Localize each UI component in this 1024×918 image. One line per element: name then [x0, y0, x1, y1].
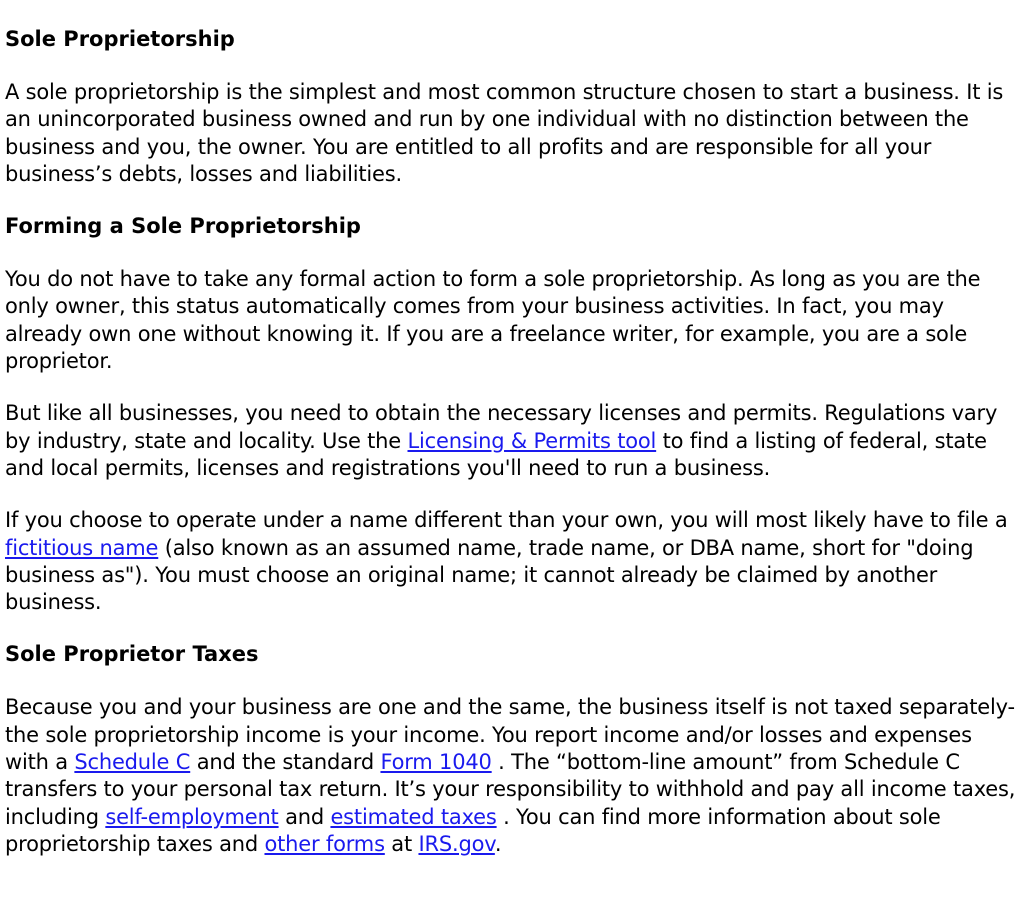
text-span: at	[384, 831, 419, 856]
other-forms-link[interactable]: other forms	[264, 831, 385, 856]
text-span: If you choose to operate under a name different than your own, you will most likely have to file a	[5, 508, 1008, 533]
paragraph-taxes	[5, 694, 1016, 858]
heading-sole-proprietorship: Sole Proprietorship	[5, 27, 235, 51]
licensing-permits-tool-link[interactable]: Licensing & Permits tool	[407, 428, 657, 453]
paragraph-forming-no-formal-action: You do not have to take any formal action to form a sole proprietorship. As long as you are the only owner, this status automatically comes from your business activities. In fact, you may already own one without knowing it. If you are a freelance writer, for example, you are a sole proprietor.	[5, 267, 981, 374]
schedule-c-link[interactable]: Schedule C	[74, 750, 191, 775]
form-1040-link[interactable]: Form 1040	[380, 750, 492, 775]
text-span: But like all businesses, you need to obtain the necessary licenses and permits. Regulations vary by industry, state and locality. Use the	[5, 401, 998, 453]
text-span: Because you and your business are one and the same, the business itself is not taxed separately-the sole proprietorship income is your income. You report income and/or losses and expenses with a	[5, 695, 1015, 775]
text-span: and	[278, 804, 331, 829]
text-span: to find a listing of federal, state and local permits, licenses and registrations you'll need to run a business.	[5, 428, 987, 480]
text-span: . The “bottom-line amount” from Schedule C transfers to your personal tax return. It’s your responsibility to withhold and pay all income taxes, including	[5, 750, 1016, 829]
text-span: . You can find more information about sole proprietorship taxes and	[5, 804, 941, 856]
heading-forming-sole-proprietorship: Forming a Sole Proprietorship	[5, 214, 361, 239]
text-span: and the standard	[190, 750, 381, 775]
text-span: (also known as an assumed name, trade name, or DBA name, short for "doing business as"). You must choose an original name; it cannot already be claimed by another business.	[5, 535, 974, 615]
estimated-taxes-link[interactable]: estimated taxes	[330, 804, 497, 829]
irs-gov-link[interactable]: IRS.gov	[418, 831, 495, 856]
self-employment-link[interactable]: self-employment	[105, 804, 279, 829]
paragraph-fictitious-name	[5, 507, 1016, 616]
heading-sole-proprietor-taxes: Sole Proprietor Taxes	[5, 642, 259, 667]
paragraph-sole-proprietorship-definition: A sole proprietorship is the simplest and most common structure chosen to start a business. It is an unincorporated business owned and run by one individual with no distinction between the business and you, the owner. You are entitled to all profits and are responsible for all your business’s debts, losses and liabilities.	[5, 80, 1004, 186]
text-span: .	[494, 831, 502, 856]
paragraph-licenses-permits	[5, 400, 1016, 482]
fictitious-name-link[interactable]: fictitious name	[5, 535, 159, 560]
